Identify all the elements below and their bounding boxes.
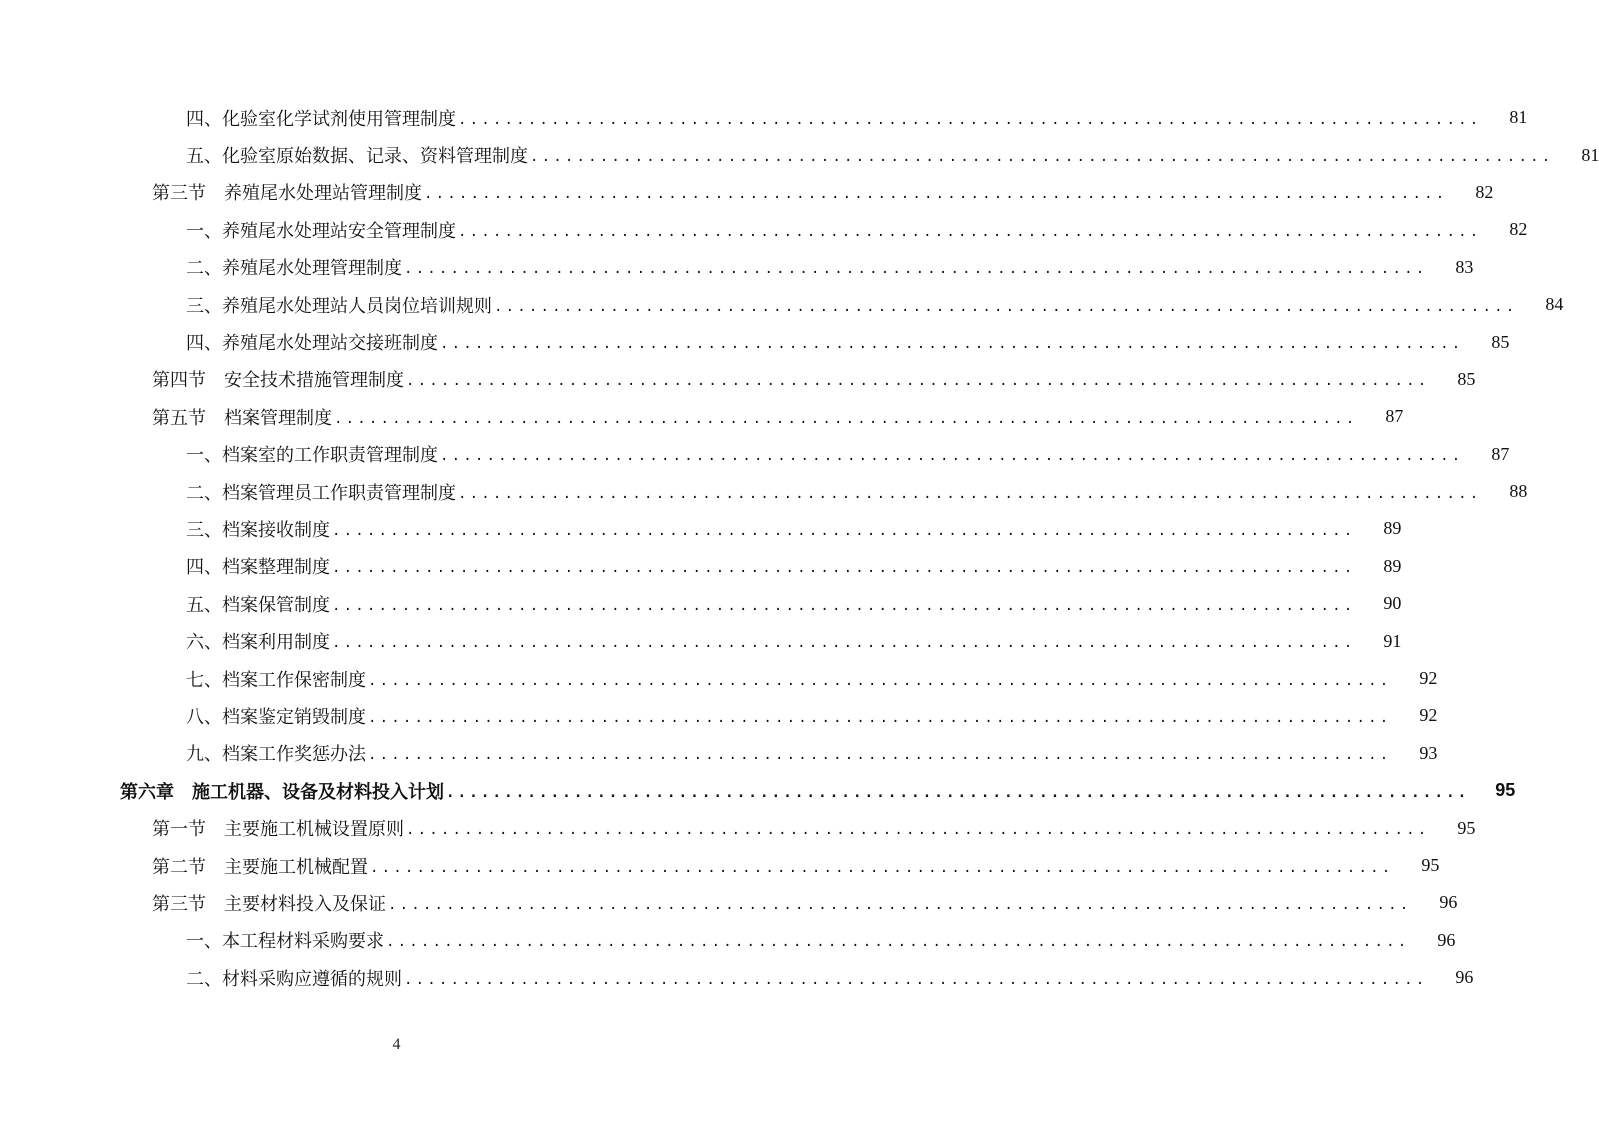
dot-leader: ........................................................................................ [424,186,1448,203]
toc-entry-section[interactable] [0,361,1476,398]
dot-leader: ........................................................................................ [494,298,1518,315]
toc-entry-title: 四、养殖尾水处理站交接班制度 [186,329,440,355]
dot-leader: ........................................................................................ [406,373,1430,390]
dot-leader: ........................................................................................ [332,597,1356,614]
toc-entry-page: 83 [1455,256,1474,277]
toc-entry-title: 九、档案工作奖惩办法 [186,740,368,766]
toc-entry-page: 96 [1439,892,1458,913]
dot-leader: ........................................................................................ [334,410,1358,427]
toc-entry-item[interactable] [0,959,1474,996]
toc-entry-page: 81 [1581,144,1599,165]
toc-entry-page: 82 [1475,181,1494,202]
toc-entry-item[interactable] [0,249,1474,286]
toc-entry-title: 第三节 主要材料投入及保证 [152,890,388,916]
toc-entry-title: 二、材料采购应遵循的规则 [186,965,404,991]
toc-entry-item[interactable] [0,436,1510,473]
dot-leader: ........................................................................................ [458,111,1482,128]
toc-entry-page: 96 [1437,929,1456,950]
toc-entry-item[interactable] [0,622,1402,659]
dot-leader: ........................................................................................ [530,149,1554,166]
toc-entry-page: 87 [1491,443,1510,464]
toc-entry-page: 81 [1509,107,1528,128]
toc-entry-item[interactable] [0,473,1528,510]
toc-entry-title: 二、档案管理员工作职责管理制度 [186,479,458,505]
toc-entry-title: 第三节 养殖尾水处理站管理制度 [152,179,424,205]
toc-entry-page: 93 [1419,742,1438,763]
toc-entry-page: 95 [1457,817,1476,838]
toc-entry-title: 四、化验室化学试剂使用管理制度 [186,105,458,131]
dot-leader: ........................................................................................ [458,485,1482,502]
toc-entry-page: 82 [1509,219,1528,240]
dot-leader: ........................................................................................ [440,336,1464,353]
toc-entry-title: 一、养殖尾水处理站安全管理制度 [186,217,458,243]
dot-leader: ........................................................................................ [368,747,1392,764]
toc-entry-title: 第六章 施工机器、设备及材料投入计划 [120,778,446,804]
toc-entry-title: 八、档案鉴定销毁制度 [186,703,368,729]
toc-entry-section[interactable] [0,847,1440,884]
toc-entry-page: 96 [1455,967,1474,988]
toc-entry-item[interactable] [0,735,1438,772]
dot-leader: ........................................................................................ [388,896,1412,913]
toc-entry-item[interactable] [0,136,1599,173]
dot-leader: ........................................................................................ [458,223,1482,240]
dot-leader: ........................................................................................ [368,672,1392,689]
dot-leader: ........................................................................................ [404,971,1428,988]
dot-leader: ........................................................................................ [440,448,1464,465]
toc-entry-page: 89 [1383,518,1402,539]
toc-entry-item[interactable] [0,697,1438,734]
dot-leader: ........................................................................................ [404,261,1428,278]
toc-entry-item[interactable] [0,99,1528,136]
toc-entry-chapter[interactable] [0,772,1516,809]
toc-entry-title: 七、档案工作保密制度 [186,666,368,692]
toc-entry-page: 84 [1545,294,1564,315]
toc-entry-item[interactable] [0,510,1402,547]
toc-entry-page: 91 [1383,630,1402,651]
dot-leader: ........................................................................................ [406,822,1430,839]
toc-entry-page: 92 [1419,705,1438,726]
toc-entry-page: 89 [1383,555,1402,576]
dot-leader: ........................................................................................ [332,522,1356,539]
toc-entry-title: 五、档案保管制度 [186,591,332,617]
toc-entry-item[interactable] [0,548,1402,585]
toc-entry-title: 第二节 主要施工机械配置 [152,853,370,879]
dot-leader: ........................................................................................ [446,784,1470,801]
toc-entry-item[interactable] [0,286,1564,323]
toc-entry-item[interactable] [0,323,1510,360]
toc-entry-page: 95 [1421,855,1440,875]
table-of-contents [0,99,1599,996]
toc-entry-page: 85 [1491,331,1510,352]
dot-leader: ........................................................................................ [386,934,1410,951]
toc-entry-section[interactable] [0,174,1494,211]
toc-entry-title: 六、档案利用制度 [186,628,332,654]
dot-leader: ........................................................................................ [370,859,1394,876]
toc-entry-page: 92 [1419,668,1438,689]
toc-entry-title: 三、养殖尾水处理站人员岗位培训规则 [186,292,494,318]
toc-entry-title: 第四节 安全技术措施管理制度 [152,366,406,392]
toc-entry-title: 第五节 档案管理制度 [152,404,334,430]
toc-entry-item[interactable] [0,211,1528,248]
toc-entry-page: 95 [1495,780,1516,801]
toc-entry-title: 五、化验室原始数据、记录、资料管理制度 [186,142,530,168]
toc-entry-page: 87 [1385,406,1404,427]
page-number: 4 [392,1036,401,1053]
toc-entry-title: 二、养殖尾水处理管理制度 [186,254,404,280]
toc-entry-title: 第一节 主要施工机械设置原则 [152,815,406,841]
toc-entry-title: 三、档案接收制度 [186,516,332,542]
toc-entry-item[interactable] [0,585,1402,622]
toc-entry-title: 一、档案室的工作职责管理制度 [186,441,440,467]
toc-entry-item[interactable] [0,922,1456,959]
toc-entry-page: 90 [1383,593,1402,614]
toc-entry-section[interactable] [0,398,1404,435]
toc-entry-item[interactable] [0,660,1438,697]
toc-entry-title: 一、本工程材料采购要求 [186,927,386,953]
toc-entry-page: 85 [1457,368,1476,389]
toc-entry-section[interactable] [0,809,1476,846]
dot-leader: ........................................................................................ [332,560,1356,577]
toc-entry-title: 四、档案整理制度 [186,553,332,579]
toc-entry-section[interactable] [0,884,1458,921]
dot-leader: ........................................................................................ [332,635,1356,652]
toc-entry-page: 88 [1509,481,1528,502]
dot-leader: ........................................................................................ [368,709,1392,726]
